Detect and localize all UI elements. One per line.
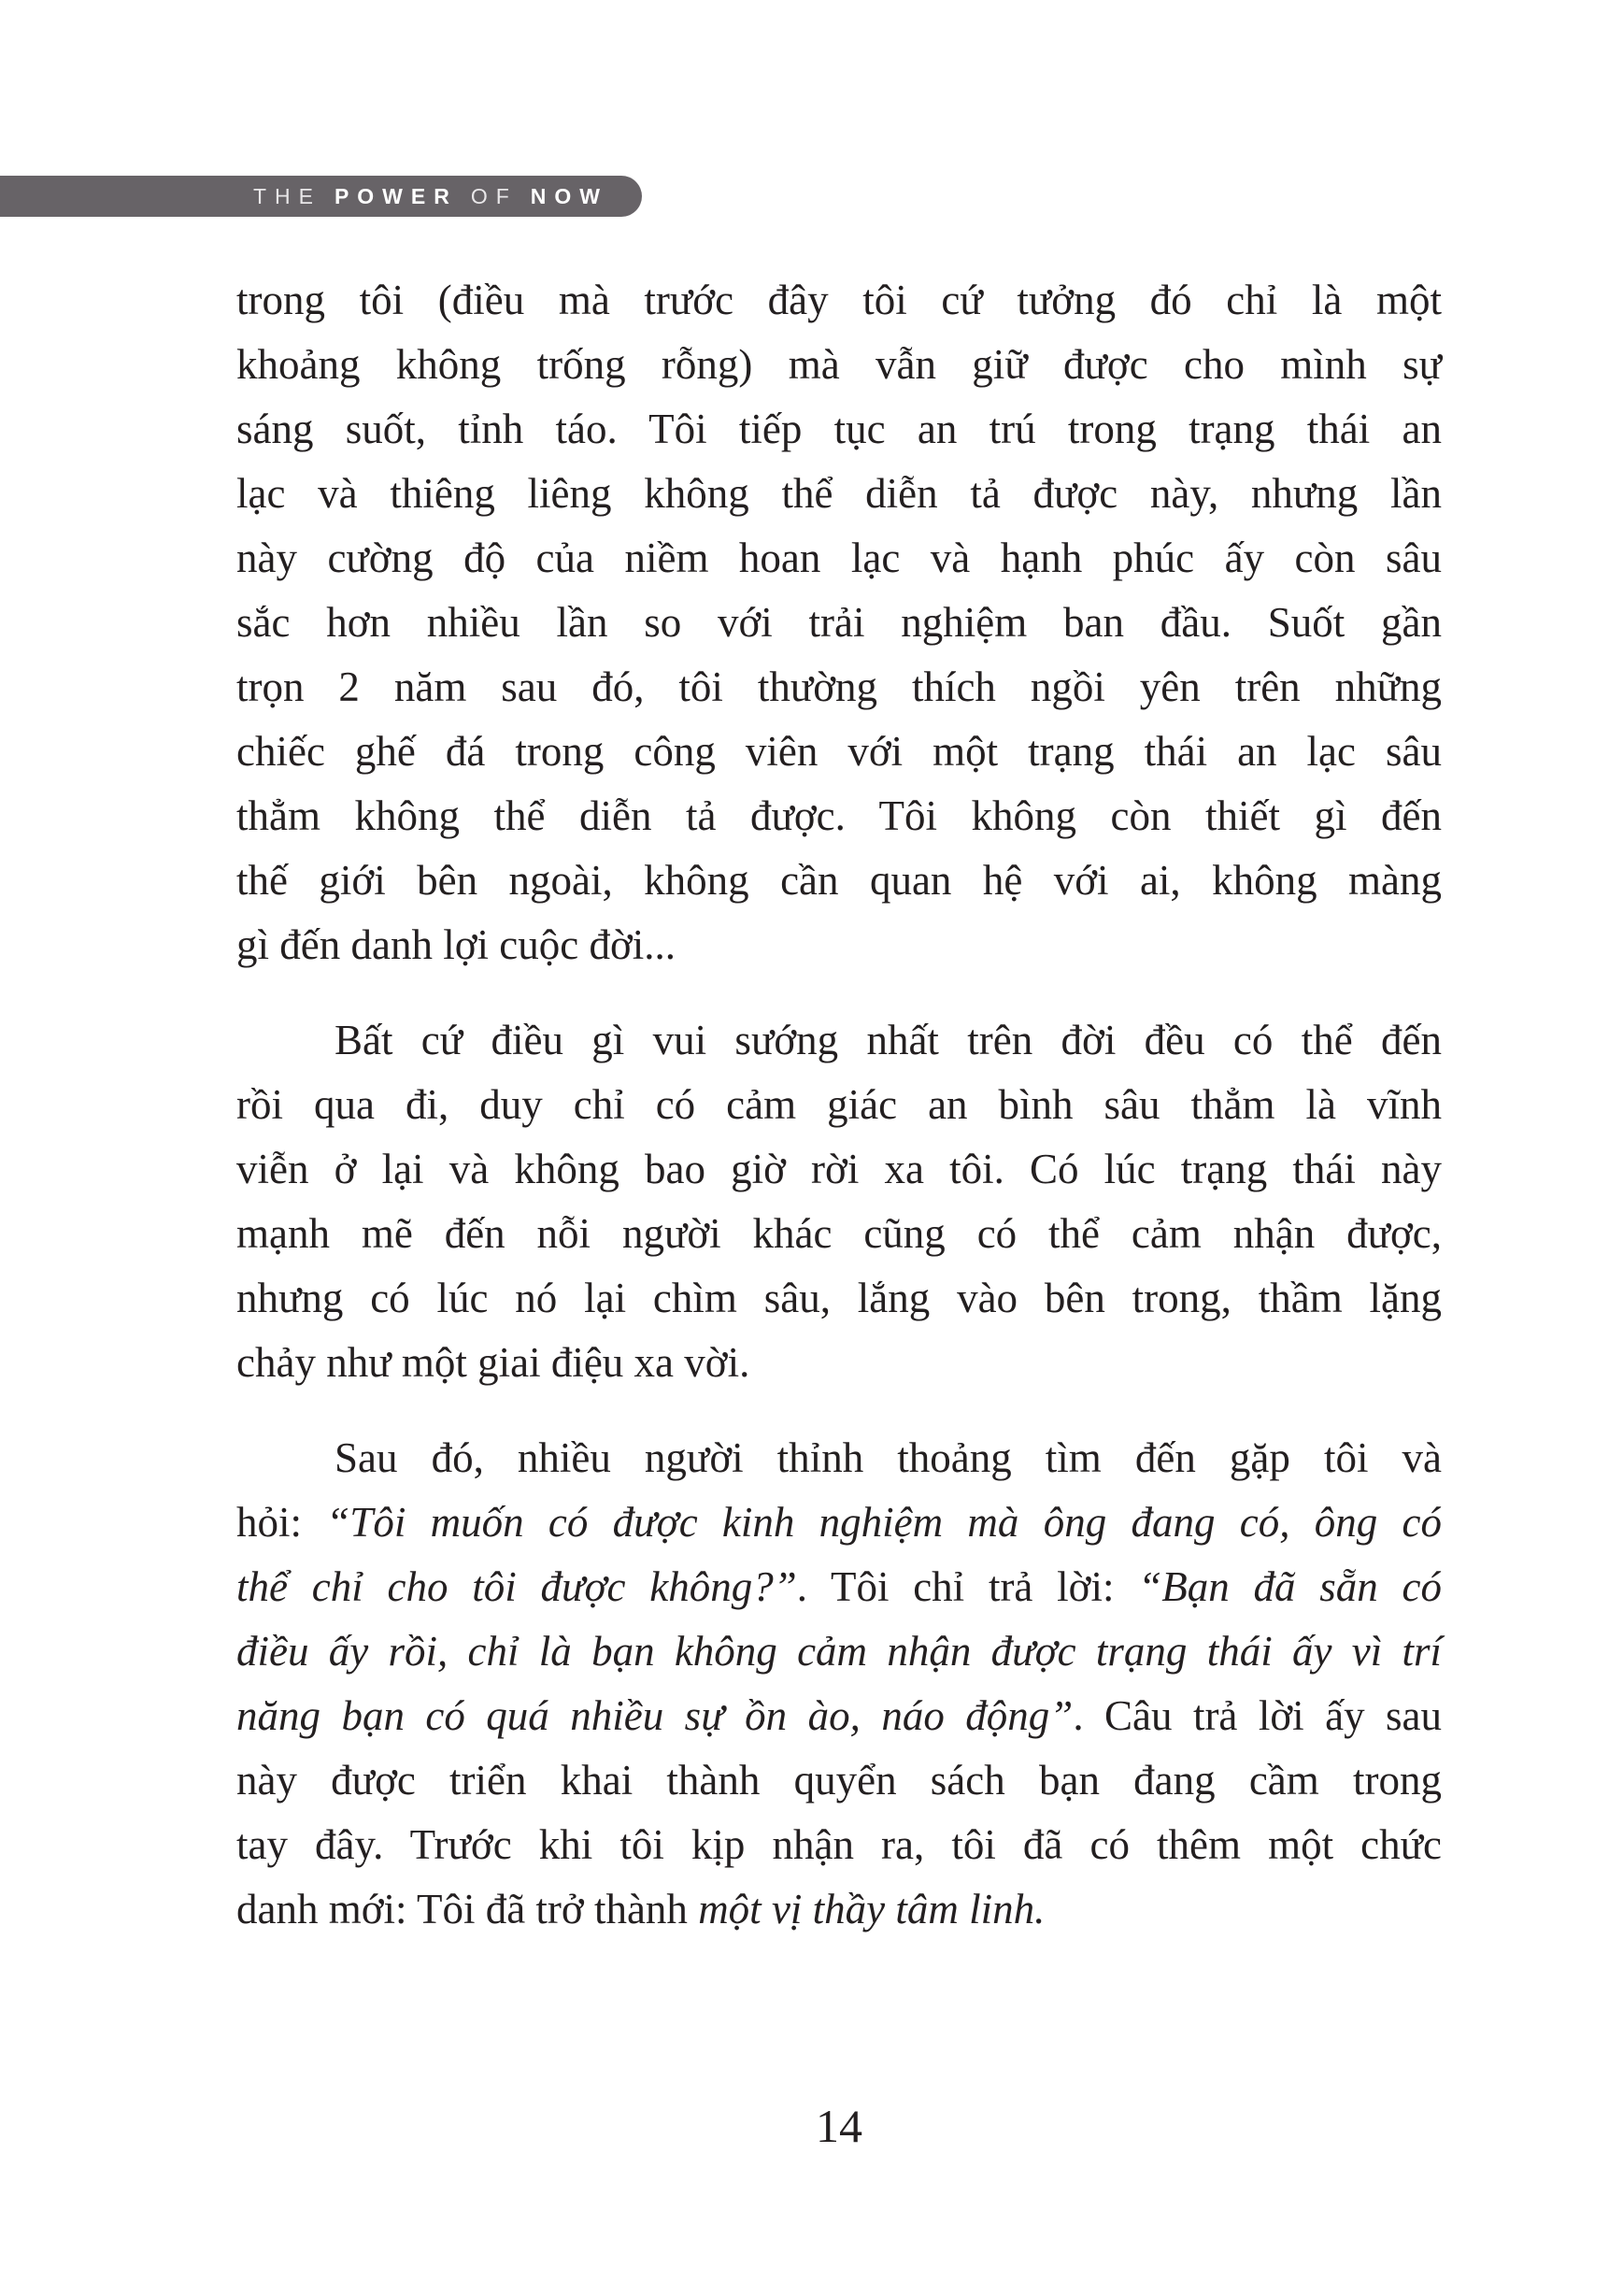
text-segment: Bất cứ điều gì vui sướng nhất trên đời đều có thể đến xyxy=(335,1017,1442,1063)
text-line xyxy=(236,462,1442,526)
text-line xyxy=(236,397,1442,462)
text-segment: sáng suốt, tỉnh táo. Tôi tiếp tục an trú trong trạng thái an xyxy=(236,406,1442,452)
page-number: 14 xyxy=(816,2100,862,2152)
text-segment: lạc và thiêng liêng không thể diễn tả được này, nhưng lần xyxy=(236,470,1442,517)
text-line xyxy=(236,591,1442,655)
text-line xyxy=(236,1555,1442,1619)
text-line xyxy=(236,333,1442,397)
text-segment: hỏi: xyxy=(236,1499,327,1546)
text-segment: viễn ở lại và không bao giờ rời xa tôi. Có lúc trạng thái này xyxy=(236,1146,1442,1192)
text-segment: nhưng có lúc nó lại chìm sâu, lắng vào bên trong, thầm lặng xyxy=(236,1275,1442,1321)
text-line xyxy=(236,784,1442,849)
text-segment: thẳm không thể diễn tả được. Tôi không còn thiết gì đến xyxy=(236,792,1442,839)
italic-text-segment: điều ấy rồi, chỉ là bạn không cảm nhận được trạng thái ấy vì trí xyxy=(236,1628,1442,1675)
text-line xyxy=(236,1202,1442,1266)
text-line xyxy=(236,720,1442,784)
text-segment: này được triển khai thành quyển sách bạn đang cầm trong xyxy=(236,1757,1442,1804)
text-line xyxy=(236,913,1442,977)
italic-text-segment: “Tôi muốn có được kinh nghiệm mà ông đang có, ông có xyxy=(326,1499,1442,1546)
text-segment: . Tôi chỉ trả lời: xyxy=(796,1563,1139,1610)
text-segment: danh mới: Tôi đã trở thành xyxy=(236,1886,699,1932)
text-line xyxy=(236,1748,1442,1813)
text-segment: chiếc ghế đá trong công viên với một trạng thái an lạc sâu xyxy=(236,728,1442,775)
text-line xyxy=(236,268,1442,333)
text-segment: mạnh mẽ đến nỗi người khác cũng có thể cảm nhận được, xyxy=(236,1210,1442,1257)
page-body xyxy=(236,268,1442,1942)
paragraph xyxy=(236,1008,1442,1395)
text-line xyxy=(236,1490,1442,1555)
text-segment: trong tôi (điều mà trước đây tôi cứ tưởng đó chỉ là một xyxy=(236,277,1442,323)
text-line xyxy=(236,1426,1442,1490)
text-line xyxy=(236,849,1442,913)
header-word-the: THE xyxy=(252,183,321,208)
italic-text-segment: thể chỉ cho tôi được không?” xyxy=(236,1563,797,1610)
text-line xyxy=(236,1877,1442,1942)
text-line xyxy=(236,1073,1442,1137)
text-line xyxy=(236,1813,1442,1877)
text-line xyxy=(236,1331,1442,1395)
text-line xyxy=(236,526,1442,591)
paragraph xyxy=(236,1426,1442,1942)
text-line xyxy=(236,1137,1442,1202)
text-segment: tay đây. Trước khi tôi kịp nhận ra, tôi đã có thêm một chức xyxy=(236,1821,1442,1868)
header-word-of: OF xyxy=(470,183,518,208)
text-line xyxy=(236,1684,1442,1748)
text-segment: sắc hơn nhiều lần so với trải nghiệm ban đầu. Suốt gần xyxy=(236,599,1442,646)
text-segment: . Câu trả lời ấy sau xyxy=(1073,1692,1443,1739)
italic-text-segment: năng bạn có quá nhiều sự ồn ào, náo động” xyxy=(236,1692,1074,1739)
header-word-now: NOW xyxy=(530,183,608,208)
text-segment: chảy như một giai điệu xa vời. xyxy=(236,1339,750,1386)
text-segment: khoảng không trống rỗng) mà vẫn giữ được cho mình sự xyxy=(236,341,1442,388)
italic-text-segment: “Bạn đã sẵn có xyxy=(1138,1563,1443,1610)
text-segment: rồi qua đi, duy chỉ có cảm giác an bình sâu thẳm là vĩnh xyxy=(236,1081,1442,1128)
text-segment: thế giới bên ngoài, không cần quan hệ với ai, không màng xyxy=(236,857,1442,904)
paragraph xyxy=(236,268,1442,977)
text-segment: trọn 2 năm sau đó, tôi thường thích ngồi yên trên những xyxy=(236,663,1442,710)
text-line xyxy=(236,1266,1442,1331)
text-line xyxy=(236,1619,1442,1684)
running-header-bar xyxy=(0,176,642,217)
text-segment: này cường độ của niềm hoan lạc và hạnh phúc ấy còn sâu xyxy=(236,535,1442,581)
header-word-power: POWER xyxy=(334,183,458,208)
text-segment: Sau đó, nhiều người thỉnh thoảng tìm đến gặp tôi và xyxy=(335,1434,1442,1481)
text-segment: gì đến danh lợi cuộc đời... xyxy=(236,921,676,968)
text-line xyxy=(236,1008,1442,1073)
text-line xyxy=(236,655,1442,720)
italic-text-segment: một vị thầy tâm linh. xyxy=(698,1886,1046,1932)
